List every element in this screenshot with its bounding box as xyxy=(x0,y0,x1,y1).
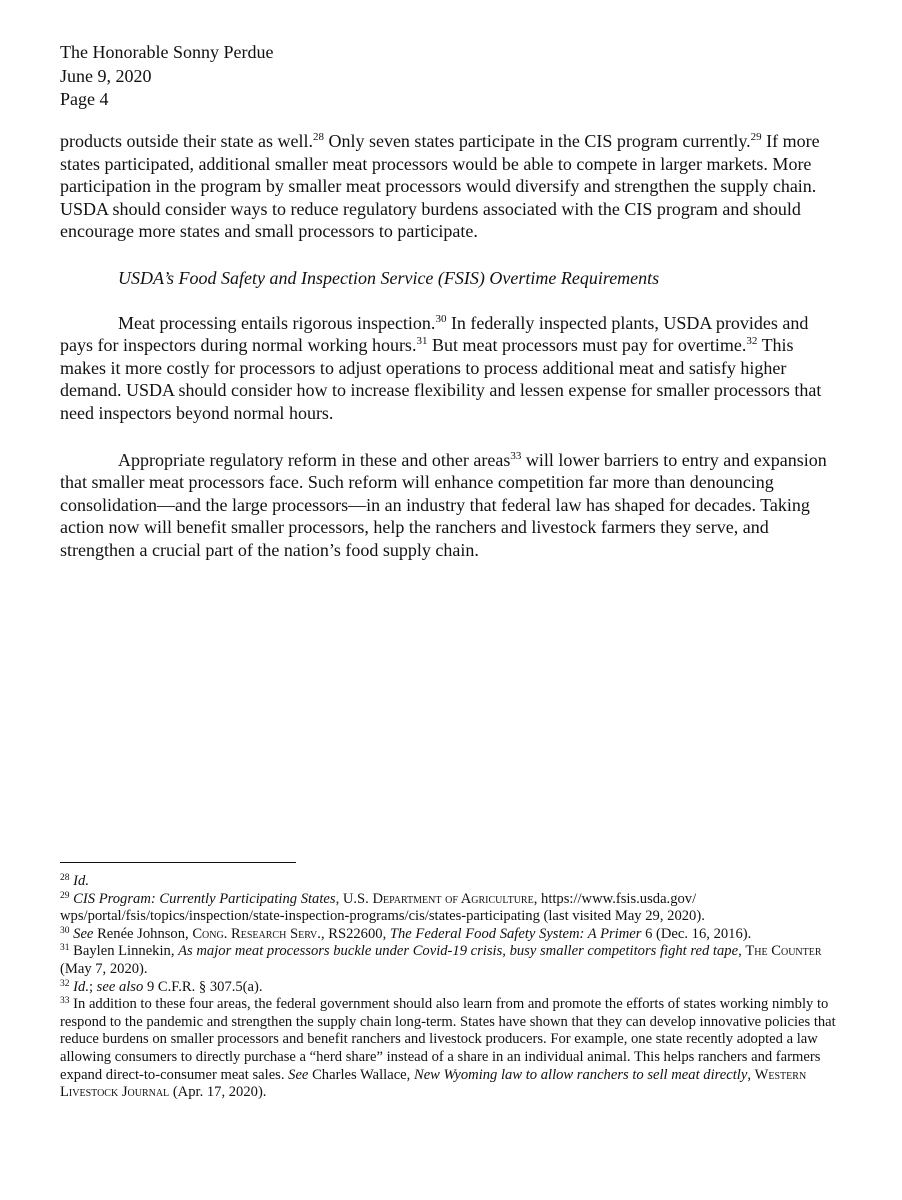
cited-source: The Counter xyxy=(745,943,822,960)
text-run: ; xyxy=(88,978,97,995)
footnote-text: In addition to these four areas, the federal government should also learn from and promote the efforts of states working nimbly to respond to the pandemic and strengthen the supply chain long-term. States have shown that they can develop innovative policies that reduce burdens on smaller processors and benefit ranchers and livestock producers. For example, one state recently adopted a law allowing consumers to directly purchase a “herd share” instead of a share in an individual animal. This helps ranchers and farmers expand direct-to-consumer meat sales. xyxy=(60,996,836,1083)
text-run: products outside their state as well. xyxy=(60,131,313,151)
footnote-number: 30 xyxy=(60,925,70,936)
paragraph-fsis-overtime xyxy=(60,312,840,425)
footnote-ref-31: 31 xyxy=(416,335,428,348)
footnote-ref-29: 29 xyxy=(750,131,762,143)
text-run: will lower barriers to entry and expansion that smaller meat processors face. Such reform will enhance competition far more than denouncing consolidation—and the large processors—in an industry that federal law has shaped for decades. Taking action now will benefit smaller processors, help the ranchers and livestock farmers they serve, and strengthen a crucial part of the nation’s food supply chain. xyxy=(60,449,827,560)
footnote-ref-30: 30 xyxy=(435,312,447,325)
cited-author: Baylen Linnekin, xyxy=(73,943,179,960)
footnote-29 xyxy=(60,891,844,926)
cited-author: Charles Wallace, xyxy=(308,1066,414,1083)
footnote-ref-33: 33 xyxy=(510,449,522,462)
cited-title: As major meat processors buckle under Covid-19 crisis, busy smaller competitors fight red tape xyxy=(178,943,739,960)
footnote-number: 29 xyxy=(60,890,70,901)
signal-word: see also xyxy=(96,978,144,995)
text-run: In federally inspected plants, USDA provides and pays for inspectors during normal working hours. xyxy=(60,312,809,356)
cited-source: Cong. Research Serv. xyxy=(192,925,321,942)
text-run: Only seven states participate in the CIS program currently. xyxy=(323,131,751,151)
paragraph-cis-program xyxy=(60,130,840,243)
footnotes xyxy=(60,873,844,1102)
footnote-33 xyxy=(60,996,844,1102)
footnote-number: 28 xyxy=(60,873,70,883)
cited-author: Renée Johnson, xyxy=(93,925,193,942)
footnote-text: Id. xyxy=(73,873,89,889)
text-run: (Apr. 17, 2020). xyxy=(169,1084,267,1101)
page-number: Page 4 xyxy=(60,89,109,109)
text-run: , https://www.fsis.usda.gov/ wps/portal/fsis/topics/inspection/state-inspection-programs/cis/states-participating (last visited May 29, 2020). xyxy=(60,890,705,925)
footnote-32 xyxy=(60,979,844,997)
cited-title: CIS Program: Currently Participating States xyxy=(73,890,336,907)
text-run: , xyxy=(747,1066,755,1083)
recipient-name: The Honorable Sonny Perdue xyxy=(60,42,274,62)
cited-source: U.S. Department of Agriculture xyxy=(342,890,534,907)
text-run: But meat processors must pay for overtime. xyxy=(427,335,747,356)
letter-body xyxy=(60,130,840,562)
footnote-31 xyxy=(60,943,844,978)
text-run: Meat processing entails rigorous inspection. xyxy=(118,312,436,333)
footnote-30 xyxy=(60,926,844,944)
signal-word: See xyxy=(288,1066,309,1083)
text-run: This makes it more costly for processors to adjust operations to process additional meat and satisfy higher demand. USDA should consider how to increase flexibility and lessen expense for smaller processors that need inspectors beyond normal hours. xyxy=(60,335,822,423)
section-subheading: USDA’s Food Safety and Inspection Service (FSIS) Overtime Requirements xyxy=(118,267,660,288)
cited-title: New Wyoming law to allow ranchers to sell meat directly xyxy=(413,1066,748,1083)
footnote-ref-28: 28 xyxy=(312,131,324,143)
text-run: 9 C.F.R. § 307.5(a). xyxy=(143,978,263,995)
text-run: , RS22600, xyxy=(320,925,390,942)
letter-header xyxy=(60,41,273,112)
footnote-number: 33 xyxy=(60,996,70,1007)
footnote-divider xyxy=(60,862,296,863)
text-run: , xyxy=(335,890,343,907)
footnote-number: 31 xyxy=(60,943,70,954)
cited-source: Western Livestock Journal xyxy=(60,1066,807,1101)
paragraph-regulatory-reform xyxy=(60,449,840,562)
text-run: If more states participated, additional smaller meat processors would be able to compete in larger markets. More participation in the program by smaller meat processors would diversify and strengthen the supply chain. USDA should consider ways to reduce regulatory burdens associated with the CIS program and should encourage more states and small processors to participate. xyxy=(60,131,820,242)
signal-word: Id. xyxy=(73,978,89,995)
footnote-ref-32: 32 xyxy=(746,335,758,348)
text-run: Appropriate regulatory reform in these and other areas xyxy=(118,449,511,470)
text-run: , xyxy=(738,943,746,960)
cited-title: The Federal Food Safety System: A Primer xyxy=(389,925,642,942)
letter-date: June 9, 2020 xyxy=(60,65,152,86)
text-run: 6 (Dec. 16, 2016). xyxy=(641,925,752,942)
footnote-28 xyxy=(60,873,844,891)
signal-word: See xyxy=(73,925,94,942)
text-run: (May 7, 2020). xyxy=(60,960,148,977)
footnote-number: 32 xyxy=(60,978,70,989)
